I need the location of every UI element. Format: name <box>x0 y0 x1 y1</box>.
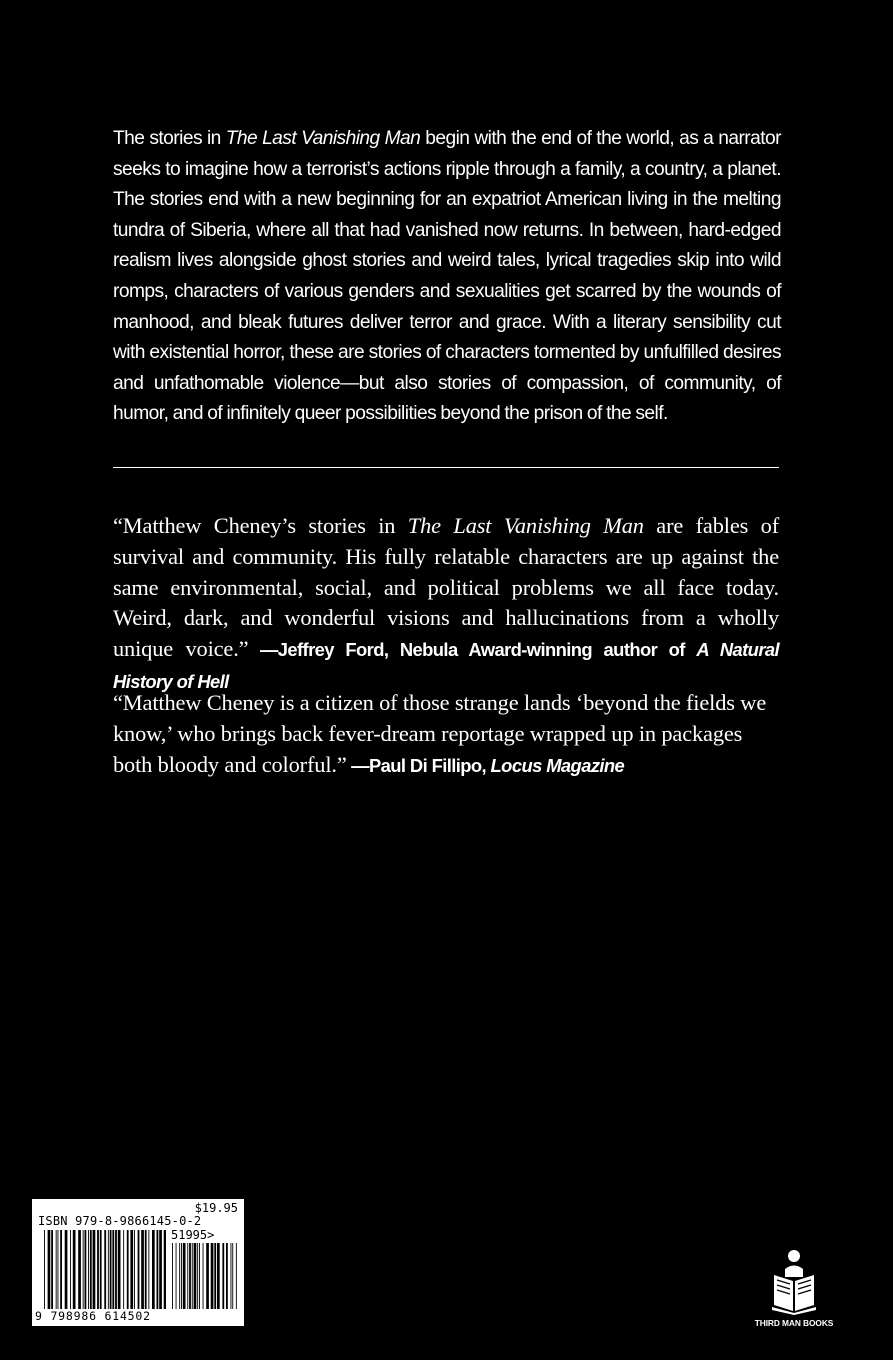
blurb-intro: The stories in <box>113 128 226 149</box>
quote-difillipo-attribution <box>347 755 625 776</box>
review-quote-ford <box>113 511 779 698</box>
attribution-difillipo-name: —Paul Di Fillipo, <box>346 754 491 776</box>
back-cover-blurb <box>113 124 781 430</box>
barcode-bars-icon <box>44 1230 166 1309</box>
barcode-supplement-bars-icon <box>172 1243 238 1309</box>
review-quote-difillipo <box>113 688 779 781</box>
barcode-isbn: ISBN 979-8-9866145-0-2 <box>38 1214 202 1228</box>
quote-ford-book-title: The Last Vanishing Man <box>407 513 644 538</box>
barcode-supplement-code: 51995> <box>171 1228 215 1242</box>
isbn-barcode <box>32 1199 244 1326</box>
quote-difillipo-text: “Matthew Cheney is a citizen of those strange lands ‘beyond the fields we know,’ who brings back fever-dream reportage wrapped up in packages both bloody and colorful.” <box>113 690 767 777</box>
divider-rule <box>113 467 779 468</box>
barcode-digits: 9 798986 614502 <box>35 1309 151 1323</box>
barcode-price: $19.95 <box>194 1201 238 1215</box>
attribution-ford-source: A Natural History of Hell <box>113 639 780 692</box>
publisher-logo <box>752 1249 836 1329</box>
blurb-book-title: The Last Vanishing Man <box>225 128 421 149</box>
quote-ford-post: are fables of survival and community. His fully relatable characters are up against the same environmental, social, and political problems we all face today. Weird, dark, and wonderful visions and hallucinations from a wholly unique voice.” <box>113 513 779 662</box>
book-reader-logo-icon <box>772 1249 816 1315</box>
blurb-body: begin with the end of the world, as a narrator seeks to imagine how a terrorist’s actions ripple through a family, a country, a planet. The stories end with a new beginning for an expatriot American living in the melting tundra of Siberia, where all that had vanished now returns. In between, hard-edged realism lives alongside ghost stories and weird tales, lyrical tragedies skip into wild romps, characters of various genders and sexualities get scarred by the wounds of manhood, and bleak futures deliver terror and grace. With a literary sensibility cut with existential horror, these are stories of characters tormented by unfulfilled desires and unfathomable violence—but also stories of compassion, of community, of humor, and of infinitely queer possibilities beyond the prison of the self. <box>113 128 782 425</box>
quote-ford-pre: “Matthew Cheney’s stories in <box>113 513 408 538</box>
attribution-ford-name: —Jeffrey Ford, Nebula Award-winning author of <box>248 639 697 661</box>
attribution-difillipo-source: Locus Magazine <box>490 754 625 776</box>
publisher-name: THIRD MAN BOOKS <box>754 1318 834 1328</box>
